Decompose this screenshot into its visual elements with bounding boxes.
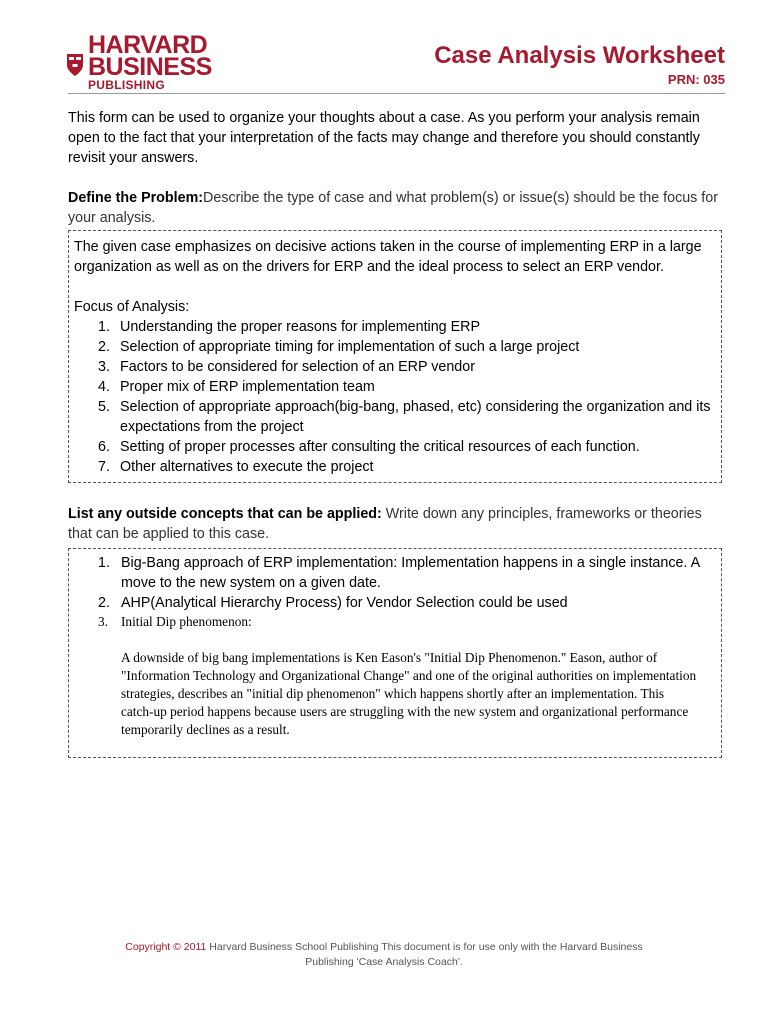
- hbp-logo: [66, 31, 216, 92]
- list-item: 1. Understanding the proper reasons for implementing ERP: [98, 319, 480, 335]
- concepts-label: List any outside concepts that can be applied:: [68, 506, 382, 522]
- problem-answer-box[interactable]: [68, 230, 722, 483]
- logo-line-business: BUSINESS: [88, 53, 212, 81]
- concepts-list: [69, 553, 721, 739]
- logo-line-harvard: HARVARD: [88, 31, 208, 59]
- concepts-prompt: Write down any principles, frameworks or theories that can be applied to this case.: [68, 506, 702, 542]
- list-item: 2. AHP(Analytical Hierarchy Process) for Vendor Selection could be used: [98, 595, 568, 611]
- footer-text: Harvard Business School Publishing This document is for use only with the Harvard Business Publishing 'Case Analysis Coach'.: [209, 941, 643, 968]
- list-item: 7. Other alternatives to execute the project: [98, 459, 374, 475]
- concepts-answer-box[interactable]: [68, 548, 722, 758]
- problem-answer-intro: The given case emphasizes on decisive actions taken in the course of implementing ERP in a large organization as well as on the drivers for ERP and the ideal process to select an ERP vendor.: [74, 239, 702, 275]
- list-item: 2. Selection of appropriate timing for implementation of such a large project: [98, 339, 580, 355]
- focus-list: [74, 317, 716, 477]
- list-item: 4. Proper mix of ERP implementation team: [98, 379, 375, 395]
- header-divider: [68, 93, 725, 94]
- logo-wordmark: [88, 33, 212, 91]
- prn-number: PRN: 035: [667, 72, 725, 87]
- footer-copyright: Copyright © 2011: [125, 941, 207, 953]
- page-title: Case Analysis Worksheet: [434, 42, 725, 69]
- intro-paragraph: This form can be used to organize your thoughts about a case. As you perform your analysis remain open to the fact that your interpretation of the facts may change and therefore you should constantly revisit your answers.: [68, 110, 700, 166]
- page-footer: [120, 940, 648, 970]
- problem-section-heading: [68, 188, 728, 228]
- list-item: 6. Setting of proper processes after consulting the critical resources of each function.: [98, 439, 640, 455]
- concepts-section-heading: [68, 504, 728, 544]
- initial-dip-quote: A downside of big bang implementations is Ken Eason's "Initial Dip Phenomenon." Eason, author of "Information Technology and Organizational Change" and one of the original authorities on implementation strategies, describes an "initial dip phenomenon" which happens shortly after an implementation. This catch-up period happens because users are struggling with the new system and organizational performance temporarily declines as a result.: [121, 650, 697, 737]
- logo-line-publishing: PUBLISHING: [88, 78, 166, 92]
- list-item: 5. Selection of appropriate approach(big-bang, phased, etc) considering the organization and its expectations from the project: [98, 399, 711, 435]
- problem-prompt: Describe the type of case and what problem(s) or issue(s) should be the focus for your analysis.: [68, 190, 718, 226]
- list-item: 1. Big-Bang approach of ERP implementation: Implementation happens in a single instance. A move to the new system on a given date.: [98, 555, 700, 591]
- problem-label: Define the Problem:: [68, 190, 204, 206]
- harvard-shield-icon: [66, 53, 84, 77]
- focus-heading: Focus of Analysis:: [74, 299, 190, 315]
- list-item: 3. Factors to be considered for selection of an ERP vendor: [98, 359, 475, 375]
- list-item: 3. Initial Dip phenomenon: A downside of big bang implementations is Ken Eason's "Initial Dip Phenomenon." Eason, author of "Information Technology and Organizational Change" and one of the original authorities on implementation strategies, describes an "initial dip phenomenon" which happens shortly after an implementation. This catch-up period happens because users are struggling with the new system and organizational performance temporarily declines as a result.: [69, 613, 721, 739]
